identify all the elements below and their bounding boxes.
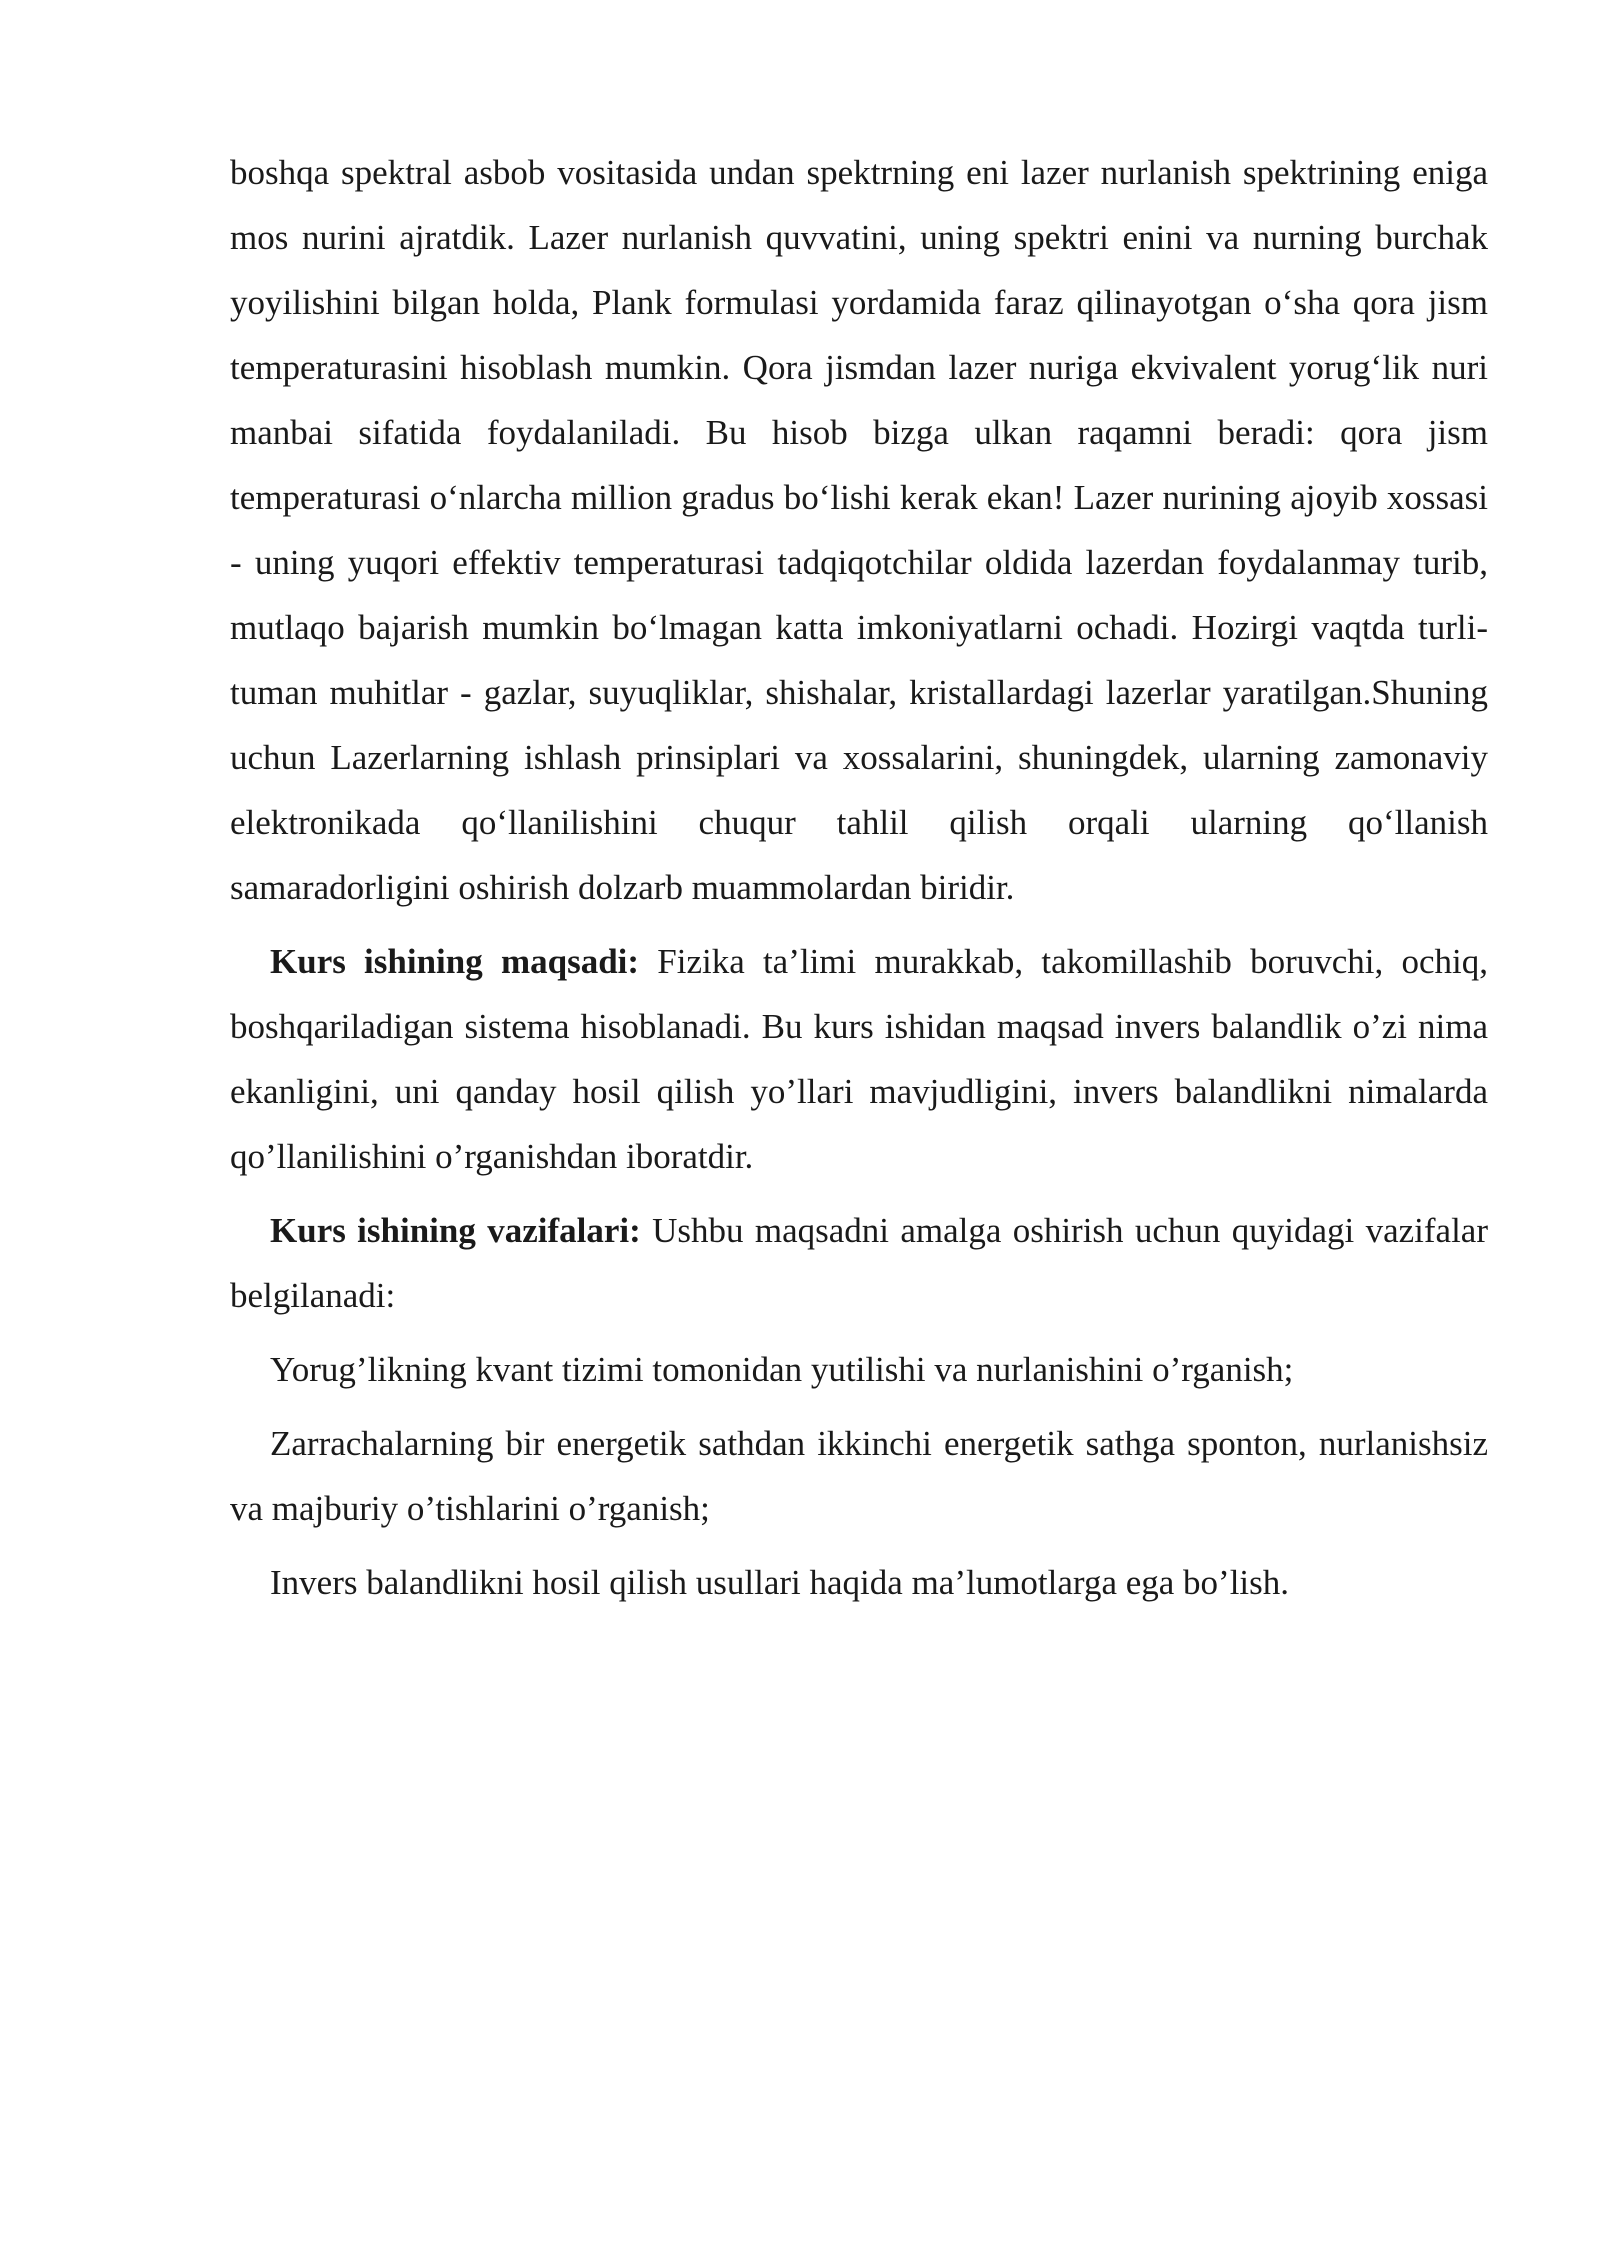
goal-paragraph	[230, 929, 1488, 1189]
task-item-3: Invers balandlikni hosil qilish usullari haqida ma’lumotlarga ega bo’lish.	[270, 1563, 1290, 1602]
tasks-heading: Kurs ishining vazifalari:	[270, 1211, 641, 1250]
goal-text: Fizika ta’limi murakkab, takomillashib boruvchi, ochiq, boshqariladigan sistema hisoblanadi. Bu kurs ishidan maqsad invers balandlik o’zi nima ekanligini, uni qanday hosil qilish yo’llari mavjudligini, invers balandlikni nimalarda qo’llanilishini o’rganishdan iboratdir.	[230, 942, 1489, 1176]
tasks-paragraph	[230, 1198, 1488, 1328]
tasks-text: Ushbu maqsadni amalga oshirish uchun quyidagi vazifalar belgilanadi:	[230, 1211, 1488, 1315]
intro-paragraph: boshqa spektral asbob vositasida undan spektrning eni lazer nurlanish spektrining eniga mos nurini ajratdik. Lazer nurlanish quvvatini, uning spektri enini va nurning burchak yoyilishini bilgan holda, Plank formulasi yordamida faraz qilinayotgan o‘sha qora jism temperaturasini hisoblash mumkin. Qora jismdan lazer nuriga ekvivalent yorug‘lik nuri manbai sifatida foydalaniladi. Bu hisob bizga ulkan raqamni beradi: qora jism temperaturasi o‘nlarcha million gradus bo‘lishi kerak ekan! Lazer nurining ajoyib xossasi - uning yuqori effektiv temperaturasi tadqiqotchilar oldida lazerdan foydalanmay turib, mutlaqo bajarish mumkin bo‘lmagan katta imkoniyatlarni ochadi. Hozirgi vaqtda turli-tuman muhitlar - gazlar, suyuqliklar, shishalar, kristallardagi lazerlar yaratilgan.Shuning uchun Lazerlarning ishlash prinsiplari va xossalarini, shuningdek, ularning zamonaviy elektronikada qo‘llanilishini chuqur tahlil qilish orqali ularning qo‘llanish samaradorligini oshirish dolzarb muammolardan biridir.	[230, 153, 1488, 907]
document-page	[230, 140, 1488, 1615]
goal-heading: Kurs ishining maqsadi:	[270, 942, 640, 981]
task-item-2: Zarrachalarning bir energetik sathdan ikkinchi energetik sathga sponton, nurlanishsiz va majburiy o’tishlarini o’rganish;	[230, 1424, 1488, 1528]
task-item-1: Yorug’likning kvant tizimi tomonidan yutilishi va nurlanishini o’rganish;	[270, 1350, 1294, 1389]
